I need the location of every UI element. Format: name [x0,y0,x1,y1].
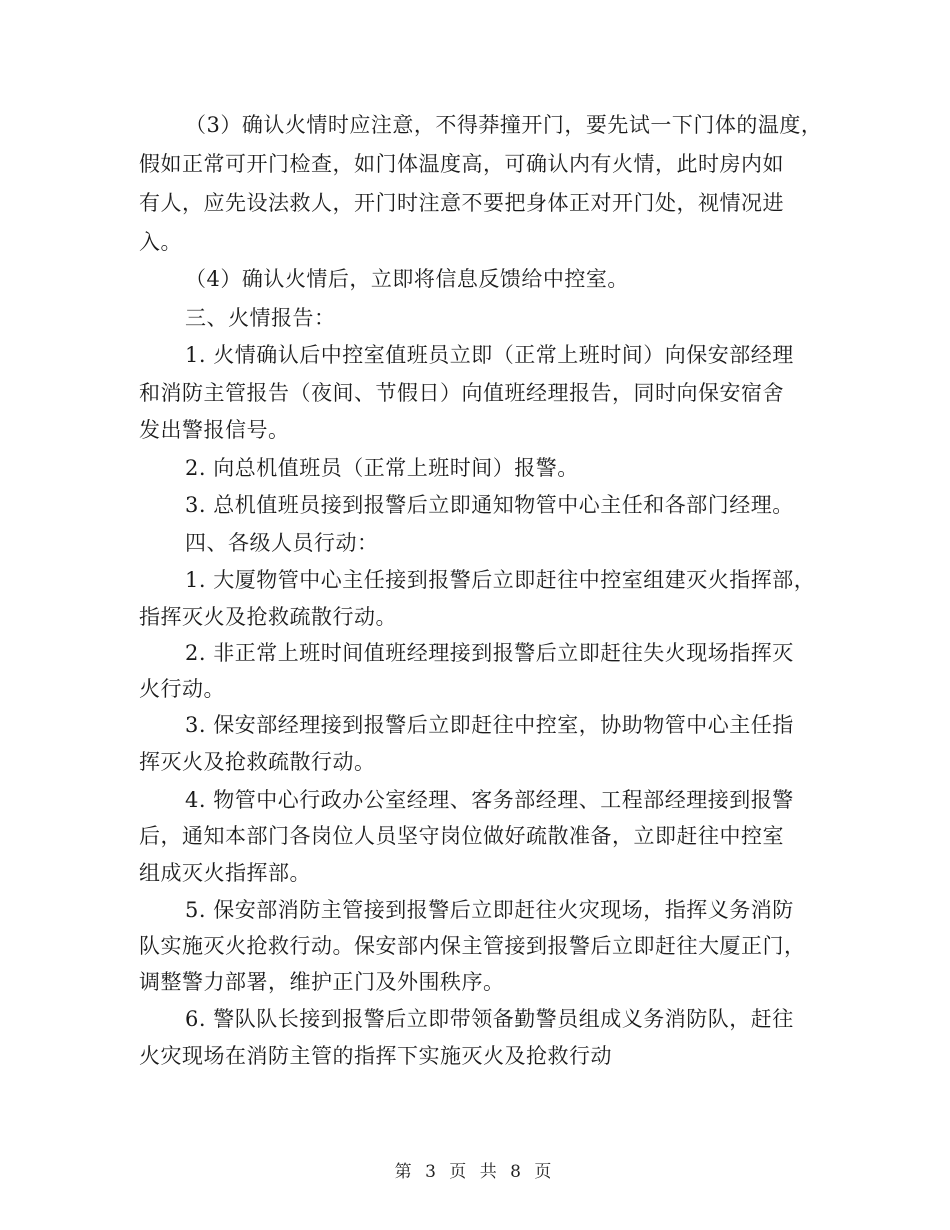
paragraph-line: 调整警力部署，维护正门及外围秩序。 [139,970,505,994]
paragraph-line: 3. 保安部经理接到报警后立即赶往中控室，协助物管中心主任指 [185,713,794,737]
section-heading: 四、各级人员行动： [185,531,379,555]
paragraph-line: 火灾现场在消防主管的指挥下实施灭火及抢救行动 [139,1044,612,1068]
paragraph-line: 1. 火情确认后中控室值班员立即（正常上班时间）向保安部经理 [185,343,794,367]
paragraph-line: 挥灭火及抢救疏散行动。 [139,750,376,774]
paragraph-line: 2. 非正常上班时间值班经理接到报警后立即赶往失火现场指挥灭 [185,641,794,665]
paragraph-line: 5. 保安部消防主管接到报警后立即赶往火灾现场，指挥义务消防 [185,898,794,922]
paragraph-line: 组成灭火指挥部。 [139,861,311,885]
paragraph-line: 假如正常可开门检查，如门体温度高，可确认内有火情，此时房内如 [139,152,784,176]
paragraph-line: 4. 物管中心行政办公室经理、客务部经理、工程部经理接到报警 [185,788,794,812]
paragraph-line: （3）确认火情时应注意，不得莽撞开门，要先试一下门体的温度， [185,113,823,137]
paragraph-line: 1. 大厦物管中心主任接到报警后立即赶往中控室组建灭火指挥部， [185,568,816,592]
page-number-footer: 第 3 页 共 8 页 [394,1162,556,1182]
section-heading: 三、火情报告： [185,306,336,330]
paragraph-line: 3. 总机值班员接到报警后立即通知物管中心主任和各部门经理。 [185,493,794,517]
paragraph-line: 发出警报信号。 [139,418,290,442]
paragraph-line: 入。 [139,230,182,254]
paragraph-line: 有人，应先设法救人，开门时注意不要把身体正对开门处，视情况进 [139,191,784,215]
paragraph-line: （4）确认火情后，立即将信息反馈给中控室。 [185,267,629,291]
paragraph-line: 后，通知本部门各岗位人员坚守岗位做好疏散准备，立即赶往中控室 [139,824,784,848]
paragraph-line: 指挥灭火及抢救疏散行动。 [139,605,397,629]
paragraph-line: 火行动。 [139,677,225,701]
paragraph-line: 和消防主管报告（夜间、节假日）向值班经理报告，同时向保安宿舍 [139,381,784,405]
paragraph-line: 2. 向总机值班员（正常上班时间）报警。 [185,456,579,480]
paragraph-line: 6. 警队队长接到报警后立即带领备勤警员组成义务消防队，赶往 [185,1007,794,1031]
paragraph-line: 队实施灭火抢救行动。保安部内保主管接到报警后立即赶往大厦正门， [139,934,806,958]
